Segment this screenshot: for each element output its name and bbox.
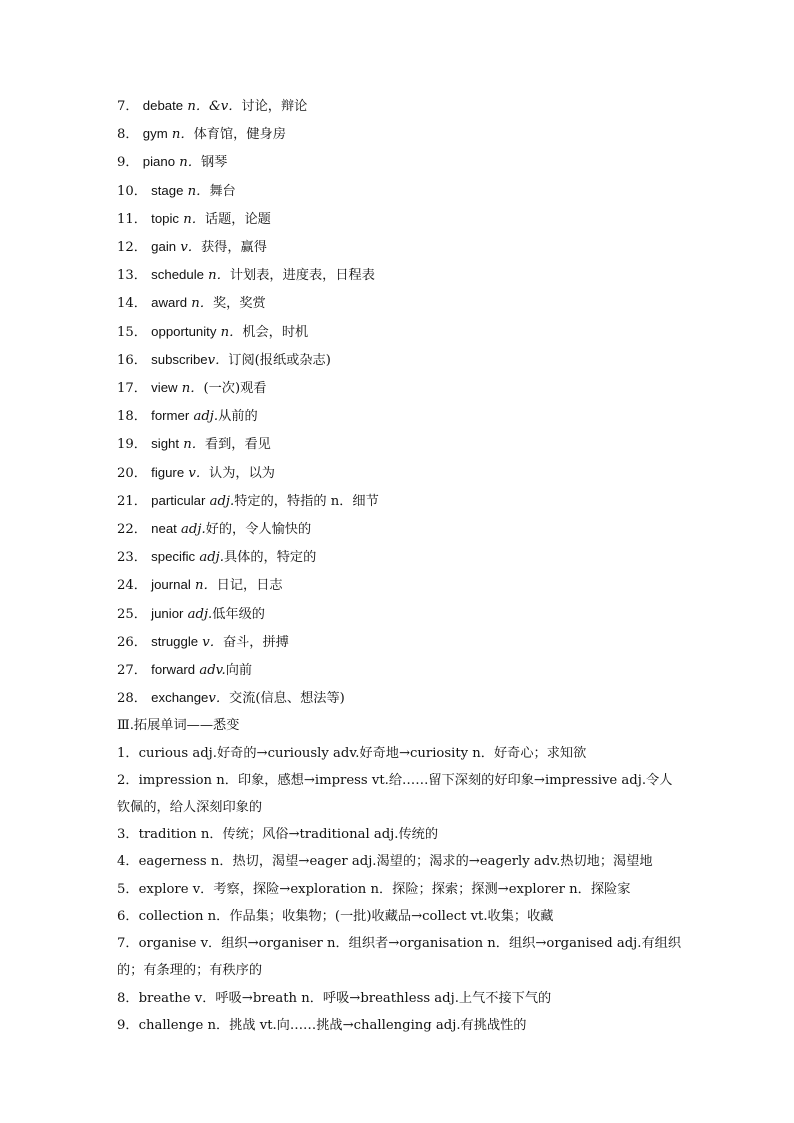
vocab-item: 11． topic n．话题，论题 [117, 210, 271, 227]
vocab-item: 10． stage n．舞台 [117, 182, 236, 199]
extended-word-item: 5．explore v．考察，探险→exploration n．探险；探索；探测→explorer n．探险家 [117, 881, 631, 897]
vocab-item: 26． struggle v．奋斗，拼搏 [117, 633, 289, 650]
vocab-item: 9． piano n．钢琴 [117, 154, 228, 171]
extended-word-item: 9．challenge n．挑战 vt.向……挑战→challenging adj.有挑战性的 [117, 1017, 527, 1033]
vocab-item: 22． neat adj.好的，令人愉快的 [117, 521, 312, 538]
vocabulary-list [117, 92, 682, 712]
vocab-item: 19． sight n．看到，看见 [117, 436, 271, 453]
vocab-item: 15． opportunity n．机会，时机 [117, 323, 309, 340]
extended-word-item: 3．tradition n．传统；风俗→traditional adj.传统的 [117, 827, 439, 843]
extended-word-item: 4．eagerness n．热切，渴望→eager adj.渴望的；渴求的→eagerly adv.热切地；渴望地 [117, 854, 653, 870]
extended-word-item: 7．organise v．组织→organiser n．组织者→organisation n．组织→organised adj.有组织的；有条理的；有秩序的 [117, 936, 682, 979]
vocab-item: 20． figure v．认为，以为 [117, 464, 275, 481]
vocab-item: 12． gain v．获得，赢得 [117, 239, 267, 256]
extended-word-item: 8．breathe v．呼吸→breath n．呼吸→breathless adj.上气不接下气的 [117, 990, 552, 1006]
vocab-item: 21． particular adj.特定的，特指的 n．细节 [117, 492, 379, 509]
vocab-item: 14． award n．奖，奖赏 [117, 295, 266, 312]
vocab-item: 25． junior adj.低年级的 [117, 605, 265, 622]
vocab-item: 8． gym n．体育馆，健身房 [117, 126, 286, 143]
extended-word-list [117, 740, 682, 1039]
vocab-item: 13． schedule n．计划表，进度表，日程表 [117, 267, 375, 284]
vocab-item: 28． exchangev．交流(信息、想法等) [117, 690, 345, 707]
vocab-item: 18． former adj.从前的 [117, 408, 258, 425]
vocab-item: 17． view n．(一次)观看 [117, 380, 267, 397]
vocab-item: 23． specific adj.具体的，特定的 [117, 549, 317, 566]
extended-word-item: 1．curious adj.好奇的→curiously adv.好奇地→curiosity n．好奇心；求知欲 [117, 745, 587, 761]
extended-word-item: 6．collection n．作品集；收集物；(一批)收藏品→collect vt.收集；收藏 [117, 908, 554, 924]
vocab-item: 7． debate n．&v．讨论，辩论 [117, 98, 308, 114]
document-page [117, 92, 682, 1039]
section-heading: Ⅲ.拓展单词——悉变 [117, 718, 240, 734]
extended-word-item: 2．impression n．印象，感想→impress vt.给……留下深刻的好印象→impressive adj.令人钦佩的，给人深刻印象的 [117, 772, 673, 816]
vocab-item: 16． subscribev．订阅(报纸或杂志) [117, 351, 331, 368]
vocab-item: 24． journal n．日记，日志 [117, 577, 283, 594]
vocab-item: 27． forward adv.向前 [117, 662, 253, 679]
